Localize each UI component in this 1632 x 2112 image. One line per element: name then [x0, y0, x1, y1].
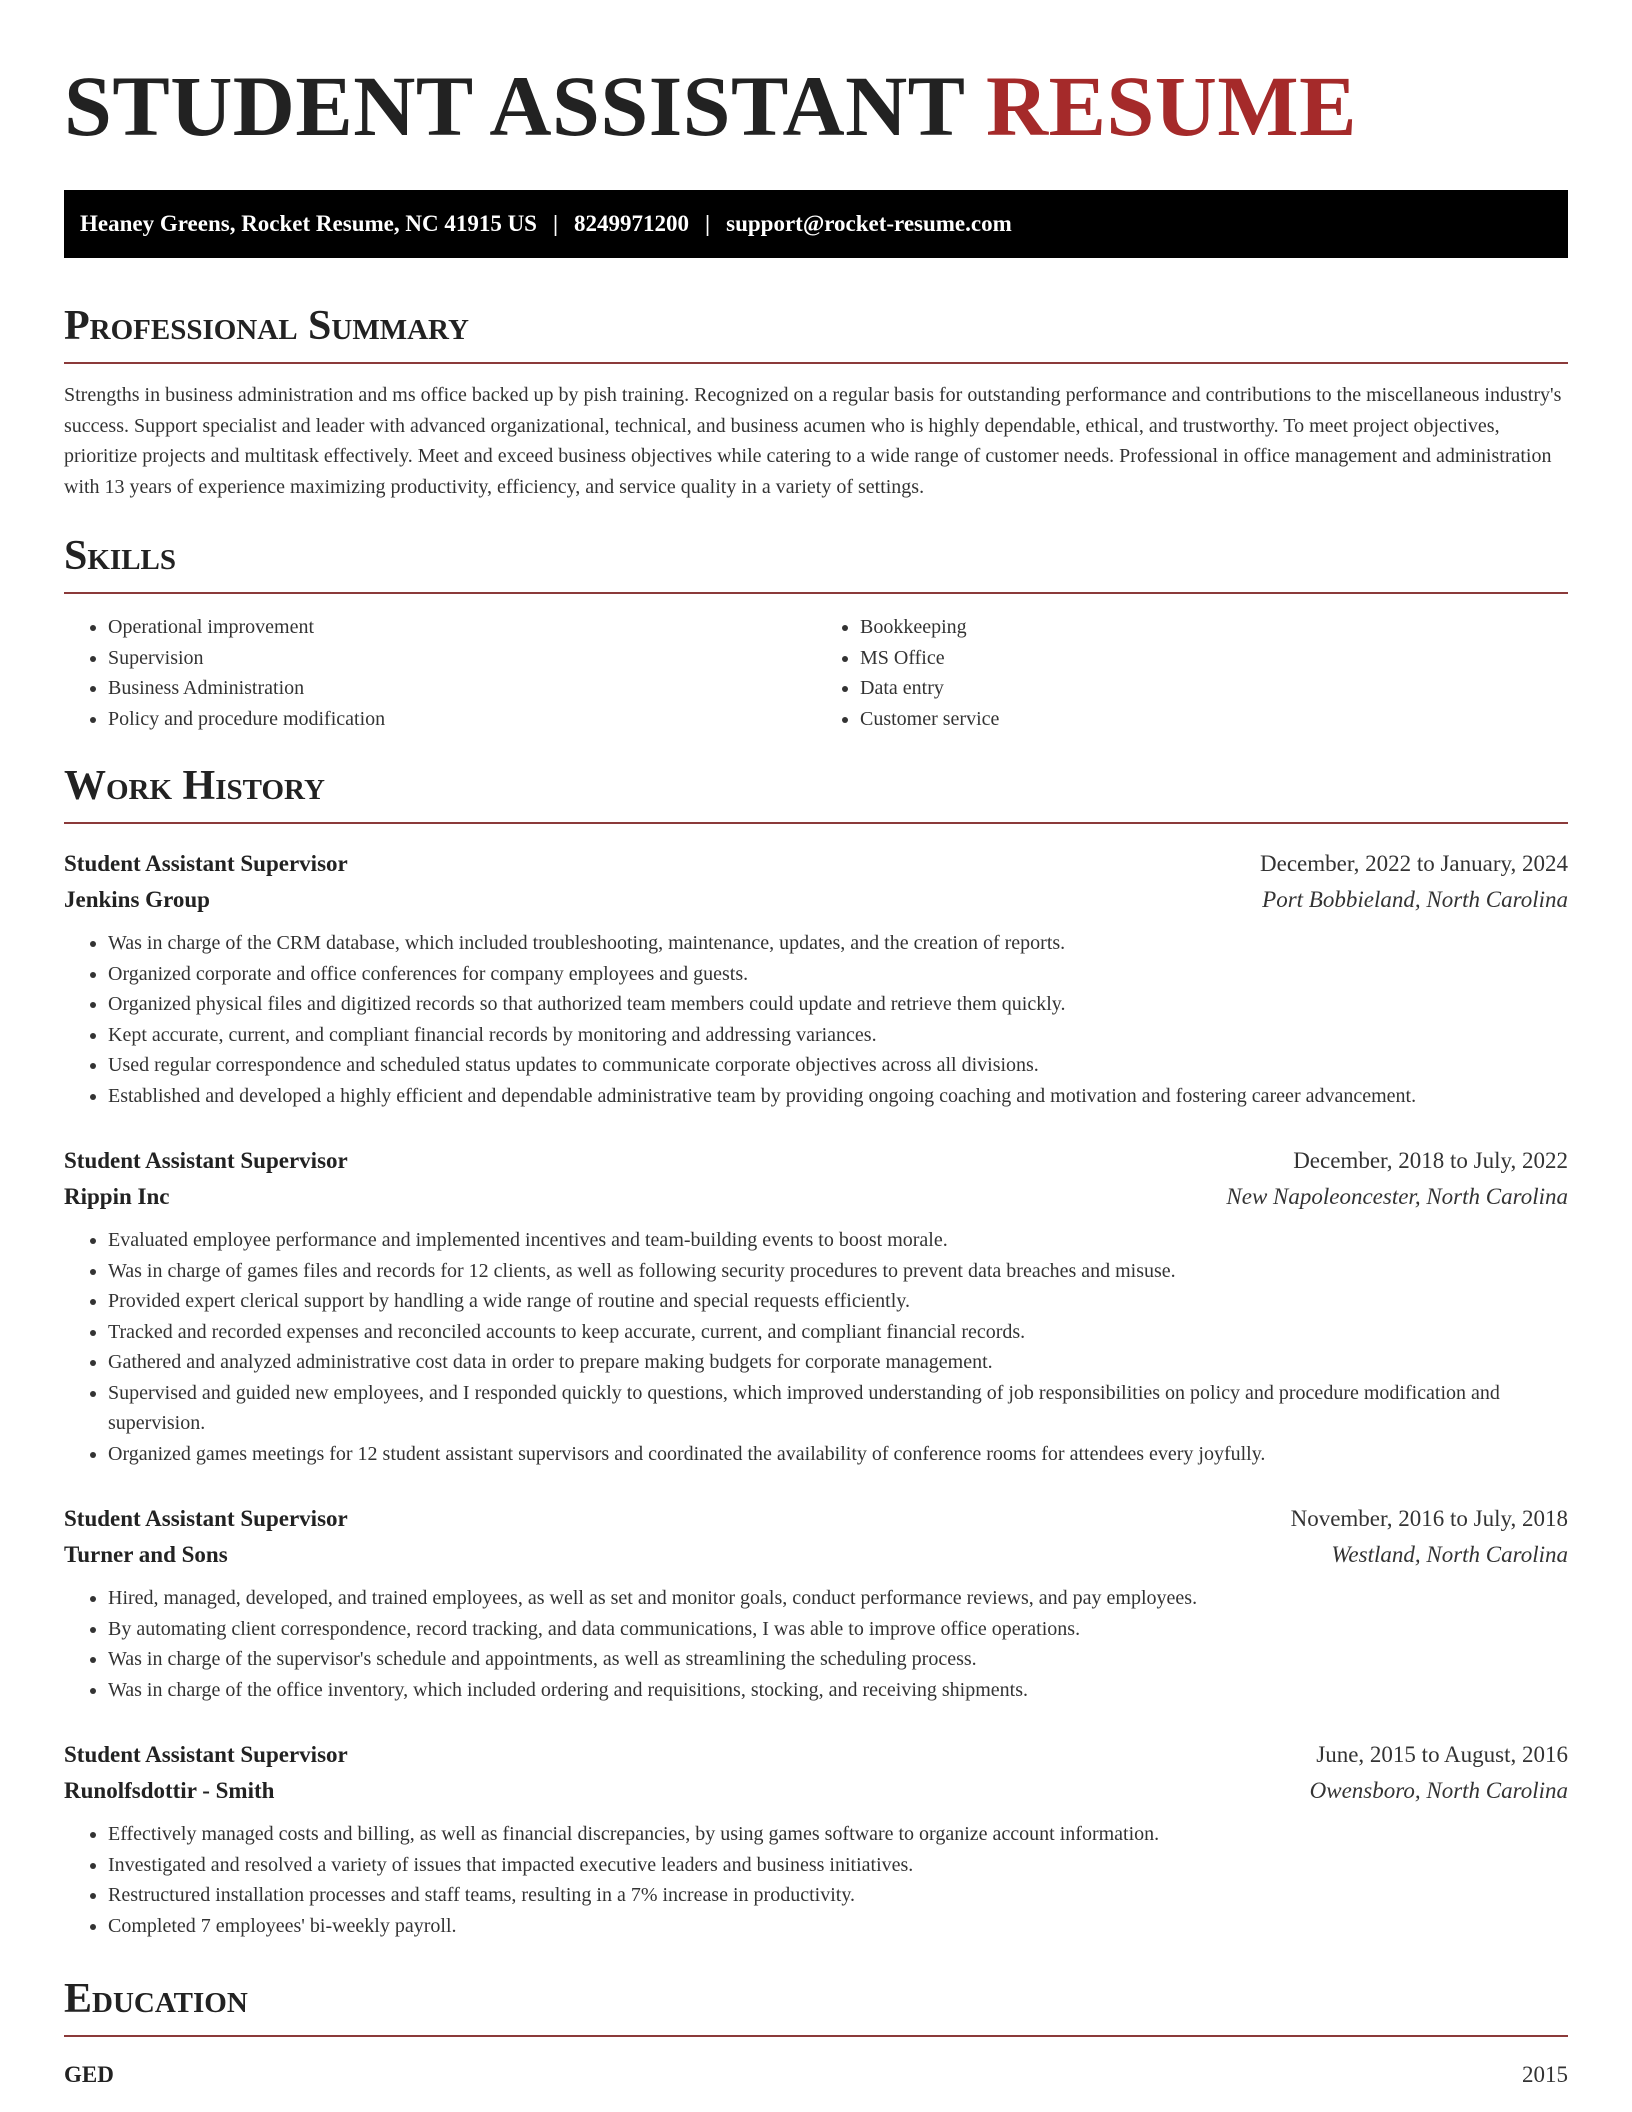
job-dates: December, 2022 to January, 2024 — [1260, 851, 1568, 876]
company-name: Turner and Sons — [64, 1542, 228, 1567]
job-title: Student Assistant Supervisor — [64, 1148, 348, 1173]
job-entry — [64, 1737, 1568, 1941]
professional-summary-section — [64, 302, 1568, 502]
contact-bar — [64, 190, 1568, 258]
duty-item: • Kept accurate, current, and compliant financial records by monitoring and addressing variances. — [108, 1020, 1568, 1051]
duty-item: • Restructured installation processes and staff teams, resulting in a 7% increase in productivity. — [108, 1880, 1568, 1911]
degree-name: GED — [64, 2062, 114, 2087]
contact-separator: | — [552, 211, 559, 236]
skill-item: • Policy and procedure modification — [108, 704, 816, 735]
job-header — [64, 846, 1568, 882]
contact-address: Heaney Greens, Rocket Resume, NC 41915 US — [80, 211, 537, 236]
job-header — [64, 1501, 1568, 1537]
duty-item: • Was in charge of games files and records for 12 clients, as well as following security procedures to prevent data breaches and misuse. — [108, 1256, 1568, 1287]
job-location: Westland, North Carolina — [1331, 1542, 1568, 1567]
contact-email: support@rocket-resume.com — [726, 211, 1012, 236]
section-heading-summary: Professional Summary — [64, 302, 1568, 364]
job-subheader — [64, 1773, 1568, 1809]
duty-item: • Provided expert clerical support by handling a wide range of routine and special requests efficiently. — [108, 1286, 1568, 1317]
skills-column-left — [64, 612, 816, 734]
duty-item: • Organized games meetings for 12 student assistant supervisors and coordinated the availability of conference rooms for attendees every joyfully. — [108, 1439, 1568, 1470]
duty-item: • Was in charge of the CRM database, which included troubleshooting, maintenance, updates, and the creation of reports. — [108, 928, 1568, 959]
section-heading-work-history: Work History — [64, 762, 1568, 824]
duty-item: • Effectively managed costs and billing, as well as financial discrepancies, by using games software to organize account information. — [108, 1819, 1568, 1850]
job-dates: November, 2016 to July, 2018 — [1290, 1506, 1568, 1531]
education-section — [64, 1975, 1568, 2093]
skill-item: • Data entry — [860, 673, 1568, 704]
skill-item: • Customer service — [860, 704, 1568, 735]
duty-item: • By automating client correspondence, record tracking, and data communications, I was able to improve office operations. — [108, 1614, 1568, 1645]
section-heading-skills: Skills — [64, 532, 1568, 594]
job-subheader — [64, 1179, 1568, 1215]
contact-phone: 8249971200 — [574, 211, 690, 236]
job-subheader — [64, 1537, 1568, 1573]
job-duties — [64, 1819, 1568, 1941]
job-dates: December, 2018 to July, 2022 — [1293, 1148, 1568, 1173]
title-accent: RESUME — [986, 58, 1357, 154]
job-subheader — [64, 882, 1568, 918]
skill-item: • Business Administration — [108, 673, 816, 704]
skill-item: • Operational improvement — [108, 612, 816, 643]
job-title: Student Assistant Supervisor — [64, 1742, 348, 1767]
job-title: Student Assistant Supervisor — [64, 851, 348, 876]
duty-item: • Hired, managed, developed, and trained employees, as well as set and monitor goals, conduct performance reviews, and pay employees. — [108, 1583, 1568, 1614]
work-history-section — [64, 762, 1568, 1941]
resume-title — [64, 56, 1568, 156]
skills-grid — [64, 612, 1568, 734]
job-entry — [64, 1143, 1568, 1469]
duty-item: • Supervised and guided new employees, and I responded quickly to questions, which improved understanding of job responsibilities on policy and procedure modification and supervision. — [108, 1378, 1568, 1439]
title-main: STUDENT ASSISTANT — [64, 58, 964, 154]
duty-item: • Gathered and analyzed administrative cost data in order to prepare making budgets for corporate management. — [108, 1347, 1568, 1378]
duty-item: • Organized physical files and digitized records so that authorized team members could update and retrieve them quickly. — [108, 989, 1568, 1020]
job-location: New Napoleoncester, North Carolina — [1226, 1184, 1568, 1209]
job-dates: June, 2015 to August, 2016 — [1316, 1742, 1568, 1767]
duty-item: • Completed 7 employees' bi-weekly payroll. — [108, 1911, 1568, 1942]
job-location: Owensboro, North Carolina — [1309, 1778, 1568, 1803]
summary-text: Strengths in business administration and ms office backed up by pish training. Recognized on a regular basis for outstanding performance and contributions to the miscellaneous industry's success. Support specialist and leader with advanced organizational, technical, and business acumen who is highly dependable, ethical, and trustworthy. To meet project objectives, prioritize projects and multitask effectively. Meet and exceed business objectives while catering to a wide range of customer needs. Professional in office management and administration with 13 years of experience maximizing productivity, efficiency, and service quality in a variety of settings. — [64, 384, 1562, 498]
duty-item: • Established and developed a highly efficient and dependable administrative team by providing ongoing coaching and motivation and fostering career advancement. — [108, 1081, 1568, 1112]
section-heading-education: Education — [64, 1975, 1568, 2037]
duty-item: • Evaluated employee performance and implemented incentives and team-building events to boost morale. — [108, 1225, 1568, 1256]
job-duties — [64, 1583, 1568, 1705]
skills-section — [64, 532, 1568, 734]
job-title: Student Assistant Supervisor — [64, 1506, 348, 1531]
skill-item: • Bookkeeping — [860, 612, 1568, 643]
company-name: Jenkins Group — [64, 887, 210, 912]
job-header — [64, 1737, 1568, 1773]
job-duties — [64, 928, 1568, 1111]
job-header — [64, 1143, 1568, 1179]
company-name: Rippin Inc — [64, 1184, 170, 1209]
duty-item: • Used regular correspondence and scheduled status updates to communicate corporate objectives across all divisions. — [108, 1050, 1568, 1081]
job-duties — [64, 1225, 1568, 1469]
duty-item: • Organized corporate and office conferences for company employees and guests. — [108, 959, 1568, 990]
duty-item: • Investigated and resolved a variety of issues that impacted executive leaders and business initiatives. — [108, 1850, 1568, 1881]
contact-separator: | — [705, 211, 711, 236]
skill-item: • Supervision — [108, 643, 816, 674]
job-entry — [64, 1501, 1568, 1705]
job-location: Port Bobbieland, North Carolina — [1262, 887, 1568, 912]
skill-item: • MS Office — [860, 643, 1568, 674]
skills-column-right — [816, 612, 1568, 734]
duty-item: • Tracked and recorded expenses and reconciled accounts to keep accurate, current, and compliant financial records. — [108, 1317, 1568, 1348]
job-entry — [64, 846, 1568, 1111]
duty-item: • Was in charge of the supervisor's schedule and appointments, as well as streamlining the scheduling process. — [108, 1644, 1568, 1675]
duty-item: • Was in charge of the office inventory, which included ordering and requisitions, stocking, and receiving shipments. — [108, 1675, 1568, 1706]
education-entry — [64, 2057, 1568, 2093]
company-name: Runolfsdottir - Smith — [64, 1778, 275, 1803]
education-year: 2015 — [1522, 2062, 1568, 2087]
